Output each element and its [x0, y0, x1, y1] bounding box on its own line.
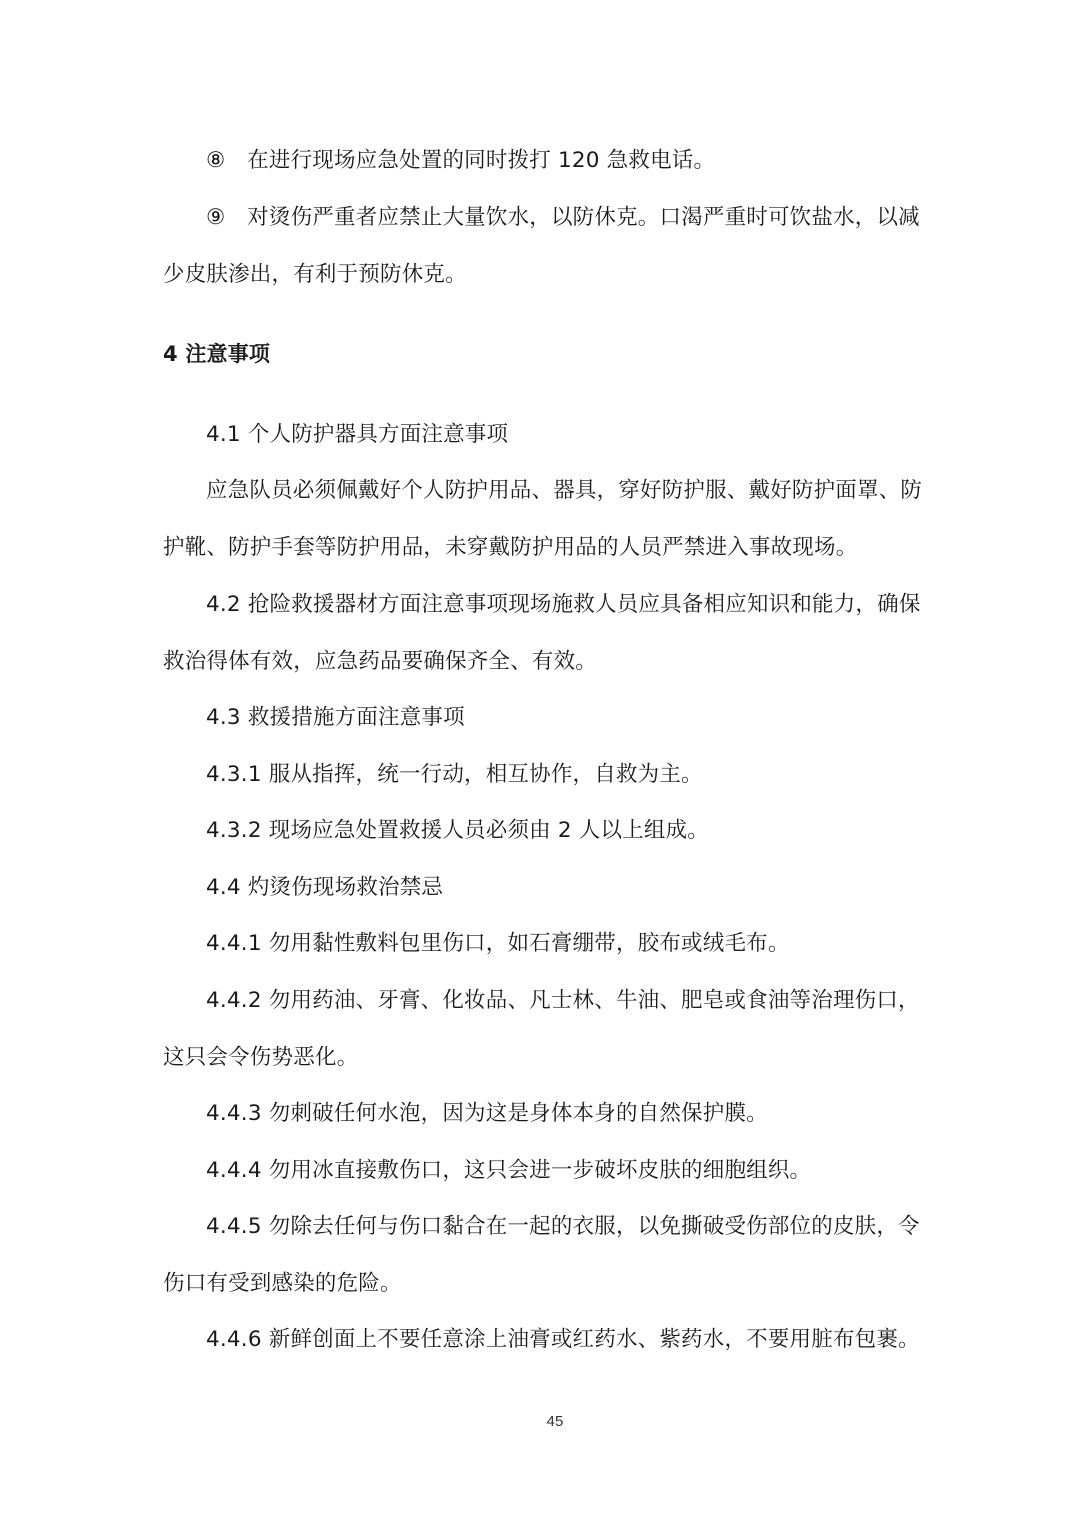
item-4-3-1: 4.3.1 服从指挥，统一行动，相互协作，自救为主。: [206, 762, 703, 787]
item-4-4-2-line-1: 4.4.2 勿用药油、牙膏、化妆品、凡士林、牛油、肥皂或食油等治理伤口，: [206, 988, 920, 1013]
item-4-3-2: 4.3.2 现场应急处置救援人员必须由 2 人以上组成。: [206, 818, 709, 843]
subsection-4-3-title: 4.3 救援措施方面注意事项: [206, 705, 465, 730]
item-4-4-5-line-2: 伤口有受到感染的危险。: [163, 1271, 402, 1296]
subsection-4-1-title: 4.1 个人防护器具方面注意事项: [206, 422, 509, 447]
paragraph-4-2-line-1: 4.2 抢险救援器材方面注意事项现场施救人员应具备相应知识和能力，确保: [206, 592, 921, 617]
item-4-4-1: 4.4.1 勿用黏性敷料包里伤口，如石膏绷带，胶布或绒毛布。: [206, 931, 790, 956]
paragraph-4-2-line-2: 救治得体有效，应急药品要确保齐全、有效。: [163, 649, 598, 674]
item-4-4-2-line-2: 这只会令伤势恶化。: [163, 1045, 359, 1070]
item-4-4-6: 4.4.6 新鲜创面上不要任意涂上油膏或红药水、紫药水，不要用脏布包裹。: [206, 1327, 920, 1352]
list-item-9-line-1: ⑨ 对烫伤严重者应禁止大量饮水，以防休克。口渴严重时可饮盐水，以减: [206, 205, 920, 230]
item-4-4-5-line-1: 4.4.5 勿除去任何与伤口黏合在一起的衣服，以免撕破受伤部位的皮肤，令: [206, 1214, 920, 1239]
page-number: 45: [546, 1413, 564, 1430]
subsection-4-4-title: 4.4 灼烫伤现场救治禁忌: [206, 875, 444, 900]
section-heading: 4 注意事项: [163, 342, 271, 366]
paragraph-4-1-line-2: 护靴、防护手套等防护用品，未穿戴防护用品的人员严禁进入事故现场。: [163, 535, 858, 560]
list-item-9-line-2: 少皮肤渗出，有利于预防休克。: [163, 262, 467, 287]
item-4-4-4: 4.4.4 勿用冰直接敷伤口，这只会进一步破坏皮肤的细胞组织。: [206, 1158, 812, 1183]
list-item-8: ⑧ 在进行现场应急处置的同时拨打 120 急救电话。: [206, 148, 716, 173]
item-4-4-3: 4.4.3 勿刺破任何水泡，因为这是身体本身的自然保护膜。: [206, 1101, 768, 1126]
paragraph-4-1-line-1: 应急队员必须佩戴好个人防护用品、器具，穿好防护服、戴好防护面罩、防: [206, 478, 923, 503]
